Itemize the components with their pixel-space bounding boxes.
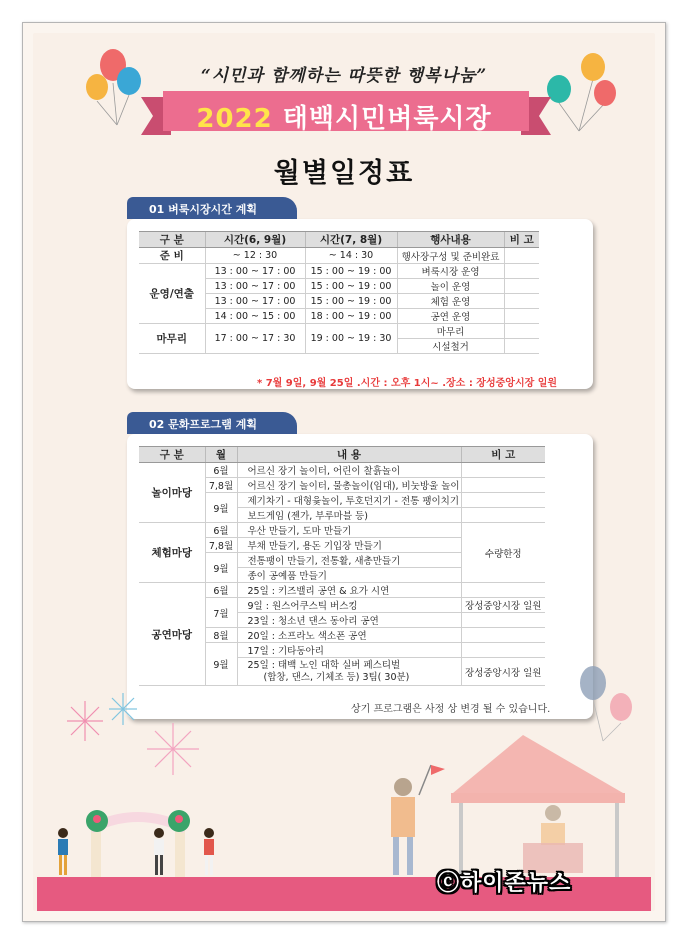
month-cell: 7월: [205, 598, 237, 628]
note-cell: [504, 294, 539, 309]
note-cell: [461, 628, 545, 643]
content-cell: 23일 : 청소년 댄스 동아리 공연: [237, 613, 461, 628]
note-cell: [504, 264, 539, 279]
time-cell: 19 : 00 ~ 19 : 30: [305, 324, 397, 354]
note-cell: [504, 279, 539, 294]
note-cell: 장성중앙시장 일원: [461, 658, 545, 686]
content-cell: 종이 공예품 만들기: [237, 568, 461, 583]
note-cell: [461, 478, 545, 493]
time-cell: ~ 12 : 30: [205, 248, 305, 264]
content-cell: 우산 만들기, 도마 만들기: [237, 523, 461, 538]
market-tent-icon: [373, 735, 643, 885]
note-cell: [461, 643, 545, 658]
month-cell: 6월: [205, 463, 237, 478]
month-cell: 7,8월: [205, 478, 237, 493]
watermark: ⓒ하이존뉴스: [437, 871, 572, 896]
event-cell: 시설철거: [397, 339, 504, 354]
content-line: (합창, 댄스, 기체조 등) 3팀( 30분): [263, 671, 410, 683]
table-row: [139, 523, 545, 538]
note-cell: [504, 324, 539, 339]
group-label: 공연마당: [139, 583, 205, 686]
month-cell: 9월: [205, 553, 237, 583]
month-cell: 9월: [205, 643, 237, 686]
content-cell: 25일 : 키즈밸리 공연 & 요가 시연: [237, 583, 461, 598]
event-cell: 놀이 운영: [397, 279, 504, 294]
content-cell: 부채 만들기, 용돈 기입장 만들기: [237, 538, 461, 553]
content-cell: 전통팽이 만들기, 전통활, 새총만들기: [237, 553, 461, 568]
content-cell: [237, 658, 461, 686]
group-label: 마무리: [139, 324, 205, 354]
event-cell: 공연 운영: [397, 309, 504, 324]
col-header: 비 고: [461, 447, 545, 463]
note-cell: 장성중앙시장 일원: [461, 598, 545, 613]
schedule-time-table: [139, 231, 539, 354]
month-cell: 6월: [205, 583, 237, 598]
time-cell: 15 : 00 ~ 19 : 00: [305, 294, 397, 309]
table-row: [139, 248, 539, 264]
content-line: 25일 : 태백 노인 대학 실버 페스티벌: [247, 659, 401, 671]
note-cell: [461, 493, 545, 508]
col-header: 시간(6, 9월): [205, 232, 305, 248]
month-cell: 6월: [205, 523, 237, 538]
content-cell: 20일 : 소프라노 색소폰 공연: [237, 628, 461, 643]
schedule-note: * 7월 9일, 9월 25일 .시간 : 오후 1시~ .장소 : 장성중앙시장 일원: [257, 378, 558, 389]
time-cell: 17 : 00 ~ 17 : 30: [205, 324, 305, 354]
table-row: [139, 583, 545, 598]
section1-card: [127, 219, 593, 389]
note-cell: [461, 613, 545, 628]
culture-program-table: [139, 446, 545, 686]
time-cell: 18 : 00 ~ 19 : 00: [305, 309, 397, 324]
group-label: 체험마당: [139, 523, 205, 583]
group-label: 운영/연출: [139, 264, 205, 324]
table-row: [139, 264, 539, 279]
event-cell: 마무리: [397, 324, 504, 339]
time-cell: 13 : 00 ~ 17 : 00: [205, 294, 305, 309]
balloons-bottom-icon: [563, 663, 643, 743]
col-header: 월: [205, 447, 237, 463]
note-cell: [461, 583, 545, 598]
col-header: 행사내용: [397, 232, 504, 248]
section2-card: [127, 434, 593, 719]
time-cell: ~ 14 : 30: [305, 248, 397, 264]
col-header: 비 고: [504, 232, 539, 248]
note-cell: 수량한정: [461, 523, 545, 583]
note-cell: [504, 339, 539, 354]
content-cell: 어르신 장기 놀이터, 어린이 찰흙놀이: [237, 463, 461, 478]
note-cell: [461, 463, 545, 478]
people-icon: [51, 823, 251, 883]
col-header: 구 분: [139, 447, 205, 463]
group-label: 준 비: [139, 248, 205, 264]
table-row: [139, 324, 539, 339]
table-header-row: [139, 232, 539, 248]
title-year: 2022: [196, 104, 273, 134]
event-cell: 행사장구성 및 준비완료: [397, 248, 504, 264]
event-cell: 벼룩시장 운영: [397, 264, 504, 279]
time-cell: 14 : 00 ~ 15 : 00: [205, 309, 305, 324]
poster-title: [23, 98, 665, 135]
event-cell: 체험 운영: [397, 294, 504, 309]
time-cell: 13 : 00 ~ 17 : 00: [205, 264, 305, 279]
month-cell: 7,8월: [205, 538, 237, 553]
time-cell: 15 : 00 ~ 19 : 00: [305, 264, 397, 279]
firework-icon: [63, 691, 203, 791]
month-cell: 8월: [205, 628, 237, 643]
program-footnote: 상기 프로그램은 사정 상 변경 될 수 있습니다.: [351, 704, 551, 715]
note-cell: [504, 309, 539, 324]
col-header: 시간(7, 8월): [305, 232, 397, 248]
slogan: “시민과 함께하는 따뜻한 행복나눔”: [200, 66, 488, 86]
table-row: [139, 463, 545, 478]
time-cell: 15 : 00 ~ 19 : 00: [305, 279, 397, 294]
col-header: 내 용: [237, 447, 461, 463]
time-cell: 13 : 00 ~ 17 : 00: [205, 279, 305, 294]
title-name: 태백시민벼룩시장: [272, 104, 492, 134]
col-header: 구 분: [139, 232, 205, 248]
page-title: 월별일정표: [273, 158, 415, 189]
content-cell: 9일 : 원스어쿠스틱 버스킹: [237, 598, 461, 613]
section1-tab: 01 벼룩시장시간 계획: [127, 197, 297, 219]
month-cell: 9월: [205, 493, 237, 523]
group-label: 놀이마당: [139, 463, 205, 523]
content-cell: 17일 : 기타동아리: [237, 643, 461, 658]
poster-frame: [22, 22, 666, 922]
content-cell: 제기차기 - 대형윷놀이, 투호던지기 - 전통 팽이치기: [237, 493, 461, 508]
content-cell: 보드게임 (젠가, 부루마블 등): [237, 508, 461, 523]
note-cell: [504, 248, 539, 264]
section2-tab: 02 문화프로그램 계획: [127, 412, 297, 434]
table-header-row: [139, 447, 545, 463]
content-cell: 어르신 장기 놀이터, 물총놀이(임대), 비눗방울 놀이: [237, 478, 461, 493]
note-cell: [461, 508, 545, 523]
